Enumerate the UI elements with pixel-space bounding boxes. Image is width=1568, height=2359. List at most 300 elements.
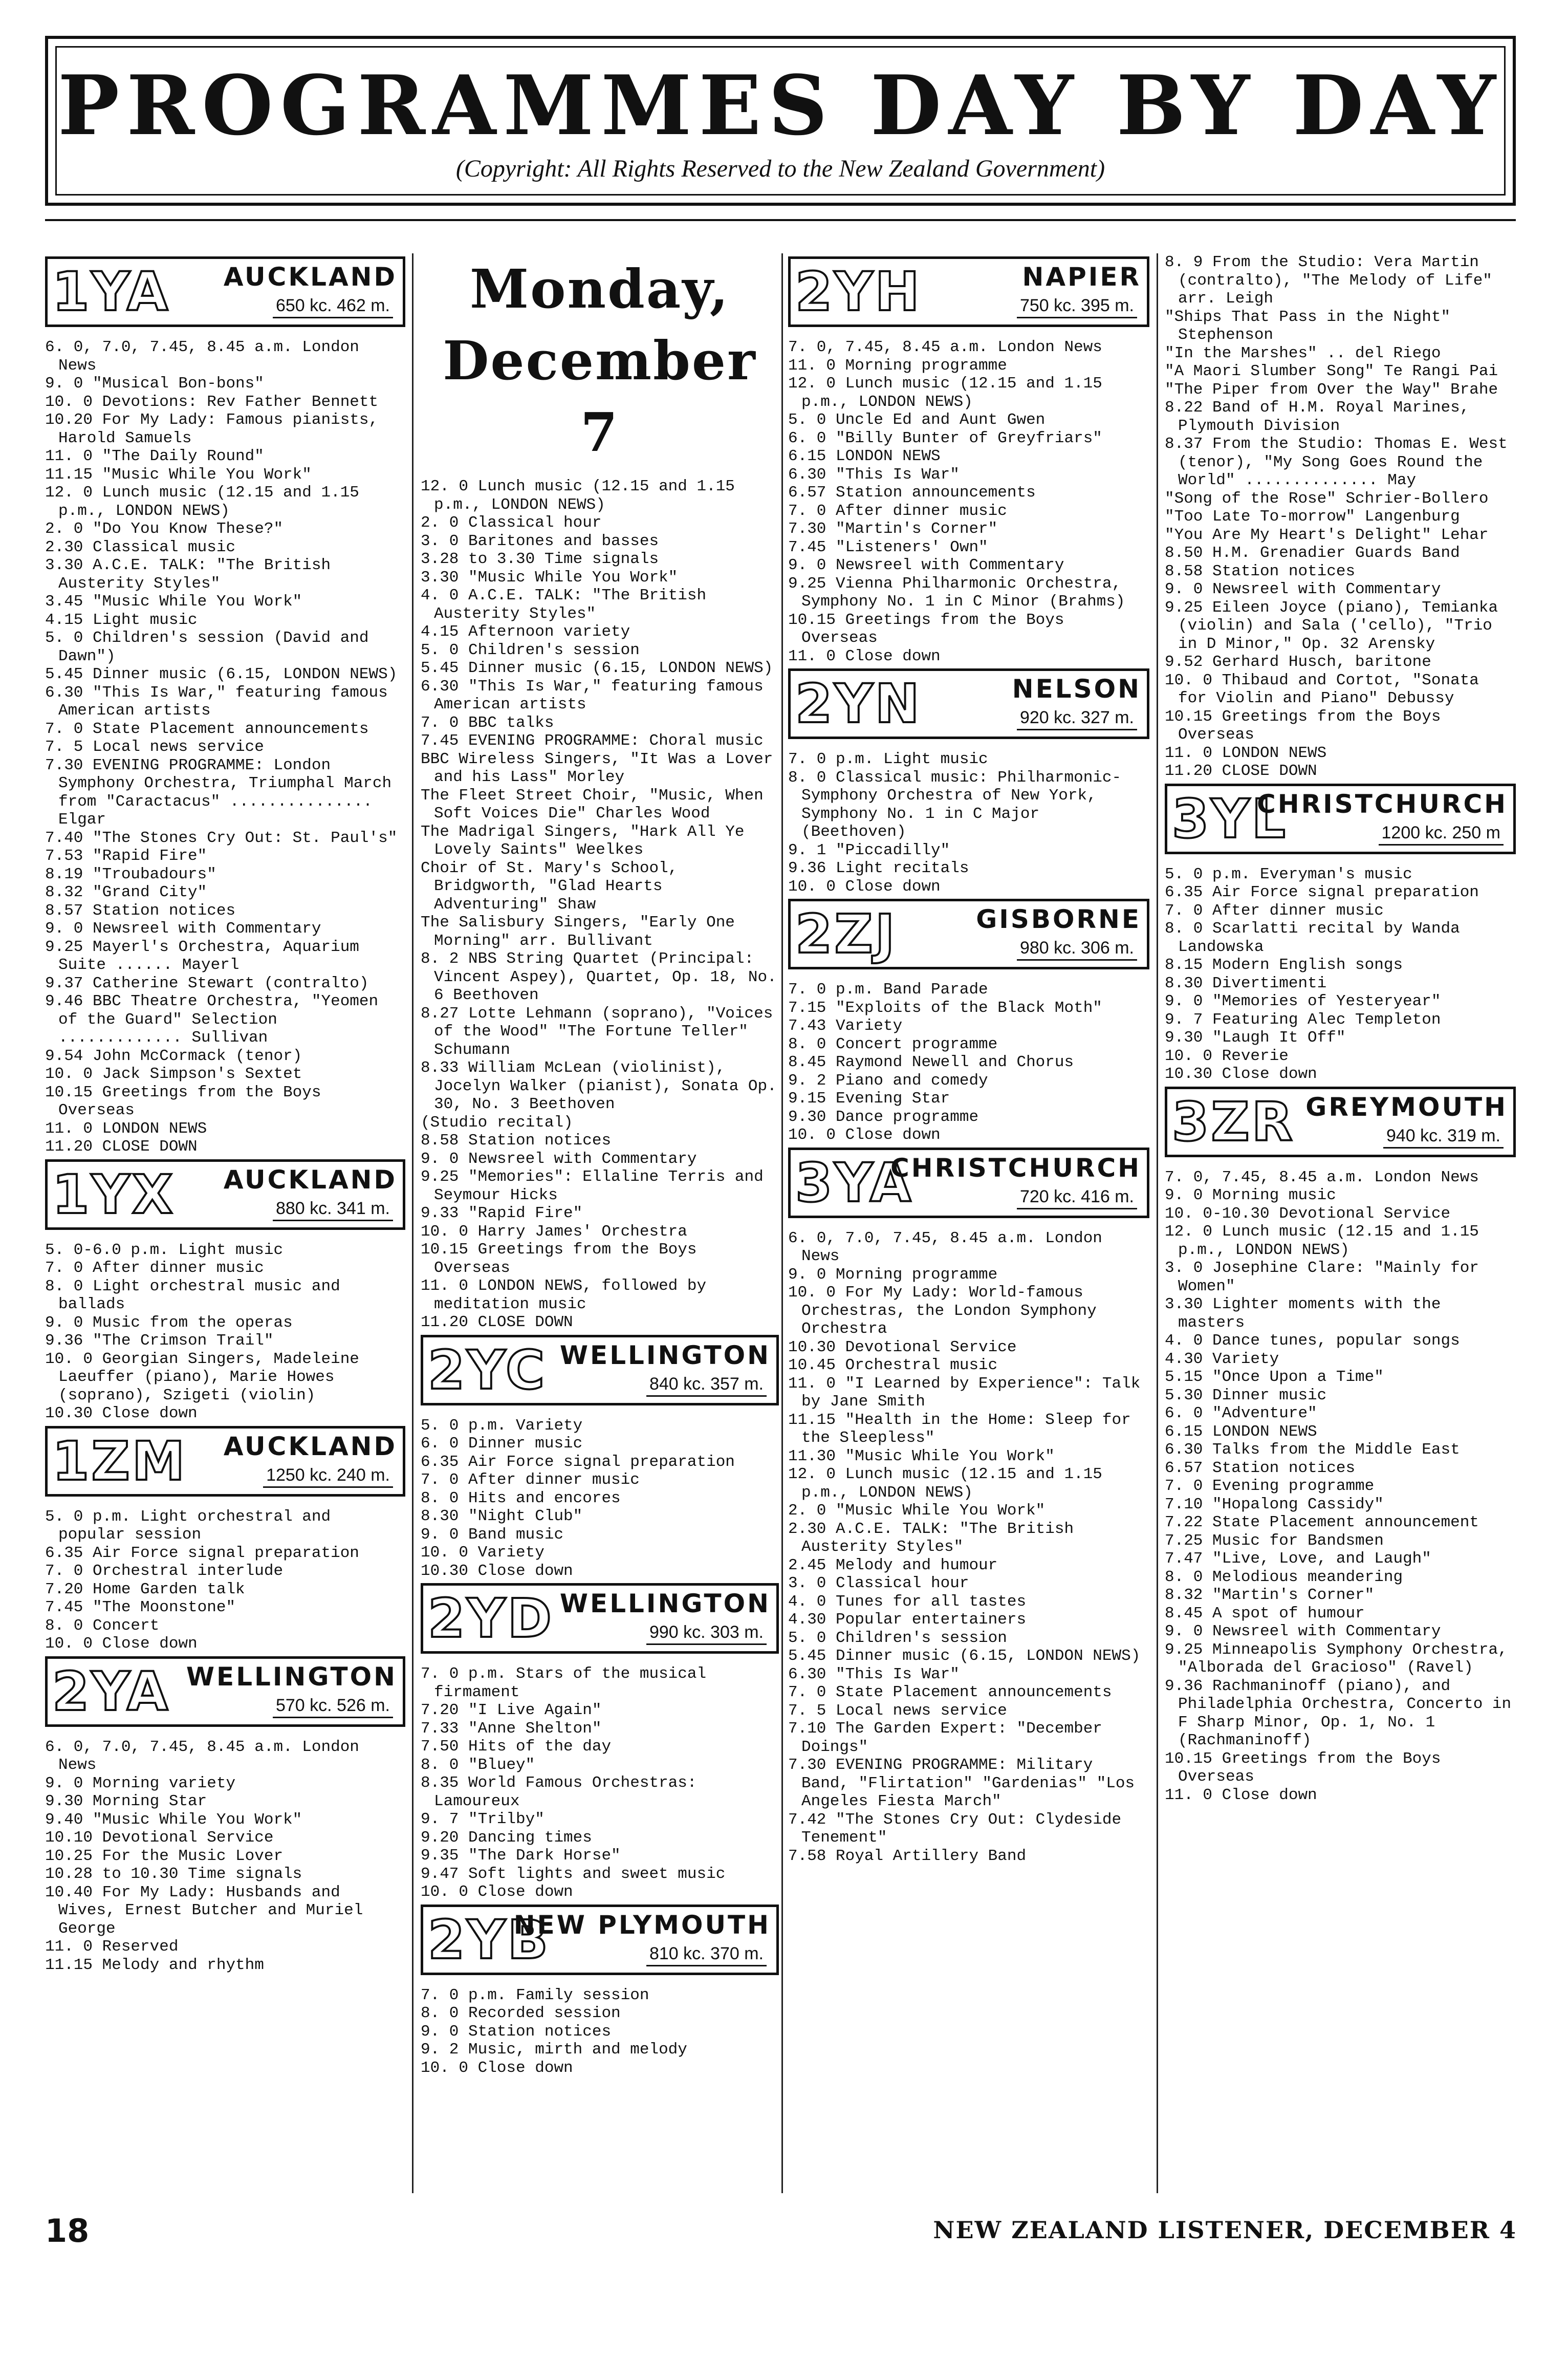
programme-entry: 7. 0 State Placement announcements xyxy=(45,720,369,738)
programme-entry: 10.30 Close down xyxy=(45,1404,198,1422)
programme-entry: 5. 0 Children's session (David and Dawn") xyxy=(45,629,369,665)
station-frequency: 940 kc. 319 m. xyxy=(1383,1124,1504,1149)
programme-entry: "In the Marshes" .. del Riego xyxy=(1165,344,1441,362)
programme-entry: 5. 0 Children's session xyxy=(788,1629,1007,1647)
station-frequency: 880 kc. 341 m. xyxy=(273,1197,393,1221)
programme-entry: 6.57 Station notices xyxy=(1165,1459,1356,1477)
programme-entry: 10. 0 For My Lady: World-famous Orchestras, the London Symphony Orchestra xyxy=(788,1284,1097,1338)
programme-entry: 10. 0 Reverie xyxy=(1165,1047,1289,1065)
programme-entry: 8.50 H.M. Grenadier Guards Band xyxy=(1165,544,1460,562)
programme-entry: 6.35 Air Force signal preparation xyxy=(1165,883,1479,901)
programme-entry: 9. 7 Featuring Alec Templeton xyxy=(1165,1010,1441,1029)
programme-entry: Choir of St. Mary's School, Bridgworth, "Glad Hearts Adventuring" Shaw xyxy=(421,859,678,914)
programme-entry: 6.15 LONDON NEWS xyxy=(788,447,941,465)
programme-entry: 6.35 Air Force signal preparation xyxy=(45,1544,359,1562)
programme-entry: 9. 0 "Musical Bon-bons" xyxy=(45,375,264,393)
programme-entry: 12. 0 Lunch music (12.15 and 1.15 p.m., LONDON NEWS) xyxy=(788,375,1102,411)
programme-list-2ya-continued xyxy=(421,478,779,1332)
programme-entry: 5.15 "Once Upon a Time" xyxy=(1165,1368,1384,1386)
programme-entry: 9.30 "Laugh It Off" xyxy=(1165,1029,1346,1047)
programme-entry: 6.30 "This Is War," featuring famous American artists xyxy=(421,677,764,713)
programme-entry: 9.47 Soft lights and sweet music xyxy=(421,1865,726,1883)
station-frequency: 650 kc. 462 m. xyxy=(273,294,393,318)
programme-entry: 7. 0 p.m. Family session xyxy=(421,1986,649,2004)
programme-entry: 8.22 Band of H.M. Royal Marines, Plymouth Division xyxy=(1165,399,1470,435)
programme-entry: 9.36 "The Crimson Trail" xyxy=(45,1332,274,1350)
programme-list-2ya xyxy=(45,1738,405,1975)
programme-entry: 9. 0 Music from the operas xyxy=(45,1313,293,1332)
programme-entry: 9. 1 "Piccadilly" xyxy=(788,841,950,859)
programme-entry: The Salisbury Singers, "Early One Morning" arr. Bullivant xyxy=(421,914,735,950)
station-header-2yd xyxy=(421,1583,779,1660)
programme-entry: 10.15 Greetings from the Boys Overseas xyxy=(1165,707,1441,744)
programme-entry: 10.15 Greetings from the Boys Overseas xyxy=(421,1241,697,1277)
programme-entry: 10.45 Orchestral music xyxy=(788,1356,998,1374)
header-rule xyxy=(45,219,1516,221)
programme-entry: 2. 0 Classical hour xyxy=(421,514,602,532)
programme-entry: 7.30 EVENING PROGRAMME: London Symphony Orchestra, Triumphal March from "Caractacus" ............... Elgar xyxy=(45,756,392,829)
programme-entry: 6.30 "This Is War" xyxy=(788,1665,960,1683)
programme-entry: 6.35 Air Force signal preparation xyxy=(421,1453,735,1471)
programme-entry: 9.25 Minneapolis Symphony Orchestra, "Alborada del Gracioso" (Ravel) xyxy=(1165,1640,1508,1677)
programme-entry: 9.33 "Rapid Fire" xyxy=(421,1204,583,1222)
station-call-sign: 2YN xyxy=(795,673,922,735)
programme-entry: The Fleet Street Choir, "Music, When Soft Voices Die" Charles Wood xyxy=(421,786,764,823)
programme-entry: 3.30 Lighter moments with the masters xyxy=(1165,1295,1441,1332)
programme-entry: 9. 0 Band music xyxy=(421,1525,564,1544)
programme-entry: 7.10 "Hopalong Cassidy" xyxy=(1165,1495,1384,1513)
programme-entry: 10. 0 Thibaud and Cortot, "Sonata for Violin and Piano" Debussy xyxy=(1165,671,1479,707)
station-city: WELLINGTON xyxy=(186,1661,397,1692)
station-frequency: 980 kc. 306 m. xyxy=(1017,937,1137,961)
programme-entry: 11. 0 Reserved xyxy=(45,1938,179,1956)
programme-entry: 9.35 "The Dark Horse" xyxy=(421,1847,621,1865)
programme-entry: 12. 0 Lunch music (12.15 and 1.15 p.m., LONDON NEWS) xyxy=(45,484,359,520)
station-header-2zj xyxy=(788,899,1149,976)
programme-entry: 5.45 Dinner music (6.15, LONDON NEWS) xyxy=(421,659,773,677)
programme-entry: 10. 0 Jack Simpson's Sextet xyxy=(45,1065,302,1083)
programme-entry: 8.45 A spot of humour xyxy=(1165,1604,1365,1622)
programme-entry: 11. 0 LONDON NEWS xyxy=(1165,744,1327,762)
programme-entry: 9.52 Gerhard Husch, baritone xyxy=(1165,653,1431,671)
programme-entry: 12. 0 Lunch music (12.15 and 1.15 p.m., LONDON NEWS) xyxy=(421,478,735,514)
programme-entry: 11.20 CLOSE DOWN xyxy=(421,1313,573,1331)
programme-entry: 11.20 CLOSE DOWN xyxy=(1165,762,1317,780)
programme-list-2yn xyxy=(788,750,1149,896)
station-city: AUCKLAND xyxy=(223,1164,397,1195)
publication-footer: NEW ZEALAND LISTENER, DECEMBER 4 xyxy=(933,2216,1517,2244)
programme-entry: 8.32 "Martin's Corner" xyxy=(1165,1586,1375,1604)
programme-list-2yb xyxy=(421,1986,779,2077)
programme-entry: "A Maori Slumber Song" Te Rangi Pai xyxy=(1165,362,1498,380)
station-call-sign: 3YA xyxy=(795,1151,913,1214)
programme-entry: 5. 0 p.m. Everyman's music xyxy=(1165,865,1412,883)
masthead xyxy=(45,36,1516,206)
programme-entry: 2. 0 "Music While You Work" xyxy=(788,1502,1046,1520)
station-call-sign: 3YL xyxy=(1172,787,1288,850)
programme-entry: 8.57 Station notices xyxy=(45,901,236,920)
programme-entry: 8. 2 NBS String Quartet (Principal: Vincent Aspey), Quartet, Op. 18, No. 6 Beethoven xyxy=(421,950,777,1004)
programme-entry: 10. 0 Close down xyxy=(45,1635,198,1653)
programme-entry: 7.15 "Exploits of the Black Moth" xyxy=(788,999,1102,1017)
programme-entry: 7.30 "Martin's Corner" xyxy=(788,520,998,538)
programme-entry: 9.36 Rachmaninoff (piano), and Philadelphia Orchestra, Concerto in F Sharp Minor, Op. 1, No. 1 (Rachmaninoff) xyxy=(1165,1677,1512,1749)
programme-entry: 9. 0 Newsreel with Commentary xyxy=(788,556,1064,574)
programme-entry: 9.25 Eileen Joyce (piano), Temianka (violin) and Sala ('cello), "Trio in D Minor," Op. 32 Arensky xyxy=(1165,598,1498,653)
page-title: PROGRAMMES DAY BY DAY xyxy=(57,57,1504,154)
station-city: CHRISTCHURCH xyxy=(890,1153,1141,1183)
programme-entry: 5. 0-6.0 p.m. Light music xyxy=(45,1241,284,1259)
programme-entry: 11. 0 "The Daily Round" xyxy=(45,447,264,465)
programme-entry: 9.54 John McCormack (tenor) xyxy=(45,1047,302,1065)
station-call-sign: 3ZR xyxy=(1172,1090,1295,1153)
programme-entry: 8. 9 From the Studio: Vera Martin (contralto), "The Melody of Life" arr. Leigh xyxy=(1165,253,1492,308)
station-call-sign: 2YC xyxy=(428,1338,547,1401)
programme-entry: 8. 0 Classical music: Philharmonic-Symphony Orchestra of New York, Symphony No. 1 in C Major (Beethoven) xyxy=(788,768,1122,841)
programme-entry: 7. 0, 7.45, 8.45 a.m. London News xyxy=(788,338,1102,356)
programme-entry: 11.15 "Health in the Home: Sleep for the Sleepless" xyxy=(788,1411,1131,1447)
programme-entry: 10. 0-10.30 Devotional Service xyxy=(1165,1204,1451,1223)
programme-entry: 8.32 "Grand City" xyxy=(45,883,207,901)
programme-entry: 3.45 "Music While You Work" xyxy=(45,593,302,611)
programme-entry: 6.57 Station announcements xyxy=(788,484,1036,502)
programme-entry: 9. 2 Music, mirth and melody xyxy=(421,2041,687,2059)
programme-entry: 3. 0 Baritones and basses xyxy=(421,532,659,550)
programme-entry: 10.15 Greetings from the Boys Overseas xyxy=(788,611,1064,647)
programme-entry: 5.45 Dinner music (6.15, LONDON NEWS) xyxy=(45,665,398,683)
programme-entry: 3.30 "Music While You Work" xyxy=(421,568,678,587)
programme-entry: 8. 0 Light orchestral music and ballads xyxy=(45,1277,340,1313)
programme-entry: "Too Late To-morrow" Langenburg xyxy=(1165,508,1460,526)
programme-list-2yd xyxy=(421,1665,779,1901)
station-frequency: 750 kc. 395 m. xyxy=(1017,294,1137,318)
programme-entry: 9.36 Light recitals xyxy=(788,859,969,877)
programme-entry: 5. 0 Uncle Ed and Aunt Gwen xyxy=(788,411,1046,429)
programme-entry: (Studio recital) xyxy=(421,1113,573,1132)
programme-entry: 6.15 LONDON NEWS xyxy=(1165,1422,1317,1441)
programme-entry: 11. 0 LONDON NEWS, followed by meditation music xyxy=(421,1277,707,1313)
station-header-1yx xyxy=(45,1159,405,1236)
programme-entry: 10.25 For the Music Lover xyxy=(45,1847,284,1865)
programme-entry: 3.28 to 3.30 Time signals xyxy=(421,550,659,568)
programme-entry: 5. 0 Children's session xyxy=(421,641,640,659)
programme-entry: 8. 0 Concert xyxy=(45,1616,160,1635)
programme-entry: 7. 0 State Placement announcements xyxy=(788,1683,1112,1701)
programme-entry: 8. 0 Scarlatti recital by Wanda Landowska xyxy=(1165,920,1460,956)
programme-entry: 9. 0 "Memories of Yesteryear" xyxy=(1165,992,1441,1010)
programme-entry: 2.30 A.C.E. TALK: "The British Austerity Styles" xyxy=(788,1520,1074,1556)
programme-entry: 6.30 Talks from the Middle East xyxy=(1165,1441,1460,1459)
programme-entry: 5.45 Dinner music (6.15, LONDON NEWS) xyxy=(788,1647,1141,1665)
programme-entry: 7. 0 Orchestral interlude xyxy=(45,1562,284,1580)
station-header-2yh xyxy=(788,256,1149,333)
programme-entry: 10. 0 Close down xyxy=(788,877,941,896)
station-city: AUCKLAND xyxy=(223,262,397,292)
copyright-note: (Copyright: All Rights Reserved to the New Zealand Government) xyxy=(455,155,1105,182)
programme-entry: "You Are My Heart's Delight" Lehar xyxy=(1165,526,1489,544)
station-header-3yl xyxy=(1165,784,1516,860)
programme-entry: 7.53 "Rapid Fire" xyxy=(45,847,207,865)
programme-entry: 4.30 Popular entertainers xyxy=(788,1611,1027,1629)
programme-entry: 10.30 Close down xyxy=(1165,1065,1317,1083)
programme-entry: 8.30 Divertimenti xyxy=(1165,974,1327,992)
programme-entry: 9. 0 Newsreel with Commentary xyxy=(421,1150,697,1168)
programme-entry: 9. 0 Newsreel with Commentary xyxy=(1165,1622,1441,1640)
station-city: AUCKLAND xyxy=(223,1431,397,1461)
programme-entry: 9.30 Morning Star xyxy=(45,1792,207,1810)
station-header-2ya xyxy=(45,1656,405,1733)
programme-entry: "The Piper from Over the Way" Brahe xyxy=(1165,380,1498,399)
programme-entry: 7. 0 After dinner music xyxy=(788,502,1007,520)
station-header-3ya xyxy=(788,1148,1149,1224)
station-frequency: 990 kc. 303 m. xyxy=(646,1621,767,1645)
station-call-sign: 1YA xyxy=(52,261,170,323)
programme-entry: 7. 0 After dinner music xyxy=(1165,901,1384,920)
day-heading: Monday, December 7 xyxy=(443,257,757,464)
programme-entry: 7. 0 Evening programme xyxy=(1165,1477,1375,1495)
programme-list-3zr xyxy=(1165,1168,1516,1805)
column-divider xyxy=(781,253,783,2193)
programme-entry: 6.30 "This Is War," featuring famous American artists xyxy=(45,683,388,720)
programme-entry: The Madrigal Singers, "Hark All Ye Lovely Saints" Weelkes xyxy=(421,823,745,859)
programme-list-3ya xyxy=(788,1229,1149,1866)
programme-entry: 8. 0 Recorded session xyxy=(421,2004,621,2022)
programme-entry: 7.45 "The Moonstone" xyxy=(45,1598,236,1616)
programme-entry: 12. 0 Lunch music (12.15 and 1.15 p.m., LONDON NEWS) xyxy=(1165,1223,1479,1259)
programme-entry: 2.30 Classical music xyxy=(45,538,236,556)
programme-entry: 8. 0 "Bluey" xyxy=(421,1756,535,1774)
programme-entry: 9. 0 Station notices xyxy=(421,2022,612,2041)
programme-entry: 7.43 Variety xyxy=(788,1017,903,1035)
programme-entry: "Song of the Rose" Schrier-Bollero xyxy=(1165,489,1489,508)
programme-entry: 9.20 Dancing times xyxy=(421,1828,592,1847)
programme-entry: 10. 0 Harry James' Orchestra xyxy=(421,1222,687,1241)
programme-entry: 6. 0, 7.0, 7.45, 8.45 a.m. London News xyxy=(45,1738,359,1774)
programme-entry: 2.45 Melody and humour xyxy=(788,1556,998,1574)
programme-entry: 8.35 World Famous Orchestras: Lamoureux xyxy=(421,1774,697,1810)
programme-entry: 7. 0 After dinner music xyxy=(421,1471,640,1489)
programme-entry: 8. 0 Melodious meandering xyxy=(1165,1568,1403,1586)
station-city: NAPIER xyxy=(1022,262,1141,292)
programme-entry: 6. 0, 7.0, 7.45, 8.45 a.m. London News xyxy=(788,1229,1102,1265)
programme-list-1zm xyxy=(45,1508,405,1653)
programme-entry: 10. 0 Close down xyxy=(421,1883,573,1901)
column-2 xyxy=(421,253,779,2331)
programme-entry: 11.30 "Music While You Work" xyxy=(788,1447,1055,1465)
programme-entry: 11.15 "Music While You Work" xyxy=(45,465,312,484)
column-4 xyxy=(1165,253,1516,2331)
programme-entry: 7. 0 BBC talks xyxy=(421,713,554,732)
programme-entry: 7. 0 p.m. Band Parade xyxy=(788,981,988,999)
station-city: WELLINGTON xyxy=(559,1340,771,1370)
programme-entry: 9. 0 Newsreel with Commentary xyxy=(45,920,321,938)
station-call-sign: 1YX xyxy=(52,1163,175,1226)
programme-entry: 11. 0 LONDON NEWS xyxy=(45,1119,207,1138)
station-city: GREYMOUTH xyxy=(1305,1092,1508,1122)
programme-entry: 6. 0 "Billy Bunter of Greyfriars" xyxy=(788,429,1102,447)
column-1 xyxy=(45,253,405,2331)
column-divider xyxy=(1157,253,1158,2193)
station-frequency: 720 kc. 416 m. xyxy=(1017,1185,1137,1209)
station-frequency: 920 kc. 327 m. xyxy=(1017,706,1137,730)
programme-entry: 4.15 Light music xyxy=(45,611,198,629)
programme-list-3yl xyxy=(1165,865,1516,1084)
programme-entry: 8.15 Modern English songs xyxy=(1165,956,1403,974)
programme-entry: 9.25 "Memories": Ellaline Terris and Seymour Hicks xyxy=(421,1168,764,1204)
programme-entry: 7.45 "Listeners' Own" xyxy=(788,538,988,556)
station-call-sign: 2YH xyxy=(795,261,922,323)
programme-entry: 9.25 Vienna Philharmonic Orchestra, Symphony No. 1 in C Minor (Brahms) xyxy=(788,574,1125,611)
station-header-2yb xyxy=(421,1904,779,1981)
programme-entry: 6. 0, 7.0, 7.45, 8.45 a.m. London News xyxy=(45,338,359,375)
programme-list-1ya xyxy=(45,338,405,1156)
station-header-1ya xyxy=(45,256,405,333)
programme-entry: 7.47 "Live, Love, and Laugh" xyxy=(1165,1550,1431,1568)
programme-entry: 10.28 to 10.30 Time signals xyxy=(45,1865,302,1883)
programme-entry: 10.30 Devotional Service xyxy=(788,1338,1017,1356)
programme-list-2yc xyxy=(421,1417,779,1581)
programme-entry: 5.30 Dinner music xyxy=(1165,1386,1327,1404)
column-divider xyxy=(412,253,413,2193)
programme-entry: 6. 0 "Adventure" xyxy=(1165,1404,1317,1422)
programme-entry: 9. 7 "Trilby" xyxy=(421,1810,545,1828)
programme-entry: 11. 0 Morning programme xyxy=(788,356,1007,375)
station-call-sign: 2ZJ xyxy=(795,903,897,965)
programme-entry: 8.19 "Troubadours" xyxy=(45,865,216,883)
programme-entry: 10. 0 Close down xyxy=(788,1126,941,1144)
programme-list-1yx xyxy=(45,1241,405,1423)
station-call-sign: 2YD xyxy=(428,1587,554,1650)
programme-entry: 9. 2 Piano and comedy xyxy=(788,1071,988,1090)
programme-entry: 10.30 Close down xyxy=(421,1562,573,1580)
station-frequency: 570 kc. 526 m. xyxy=(273,1694,393,1718)
programme-entry: 7.30 EVENING PROGRAMME: Military Band, "Flirtation" "Gardenias" "Los Angeles Fiesta March" xyxy=(788,1756,1135,1810)
programme-entry: 10.10 Devotional Service xyxy=(45,1829,274,1847)
programme-entry: 9. 0 Morning variety xyxy=(45,1774,236,1792)
programme-entry: 8. 0 Concert programme xyxy=(788,1035,998,1053)
programme-entry: 10. 0 Variety xyxy=(421,1544,545,1562)
programme-entry: 8.27 Lotte Lehmann (soprano), "Voices of the Wood" "The Fortune Teller" Schumann xyxy=(421,1004,773,1059)
programme-entry: 8. 0 Hits and encores xyxy=(421,1489,621,1507)
programme-entry: 3. 0 Josephine Clare: "Mainly for Women" xyxy=(1165,1259,1479,1295)
programme-entry: 8.33 William McLean (violinist), Jocelyn Walker (pianist), Sonata Op. 30, No. 3 Beethoven xyxy=(421,1059,777,1113)
programme-entry: 5. 0 p.m. Variety xyxy=(421,1416,583,1435)
station-city: NEW PLYMOUTH xyxy=(513,1910,771,1940)
programme-list-2yh xyxy=(788,338,1149,665)
programme-entry: 11. 0 Close down xyxy=(788,647,941,665)
programme-entry: 3. 0 Classical hour xyxy=(788,1574,969,1592)
programme-entry: 11.15 Melody and rhythm xyxy=(45,1956,264,1974)
station-header-2yn xyxy=(788,668,1149,745)
station-header-2yc xyxy=(421,1335,779,1412)
programme-entry: 7. 0 p.m. Light music xyxy=(788,750,988,768)
programme-entry: 10.40 For My Lady: Husbands and Wives, Ernest Butcher and Muriel George xyxy=(45,1883,363,1938)
programme-entry: 7.45 EVENING PROGRAMME: Choral music xyxy=(421,732,764,750)
programme-entry: 7. 0 After dinner music xyxy=(45,1259,264,1277)
programme-entry: 9.46 BBC Theatre Orchestra, "Yeomen of the Guard" Selection ............. Sullivan xyxy=(45,992,379,1047)
programme-entry: 10. 0 Devotions: Rev Father Bennett xyxy=(45,393,379,411)
programme-entry: 9.37 Catherine Stewart (contralto) xyxy=(45,974,369,992)
programme-entry: 11. 0 Close down xyxy=(1165,1786,1317,1804)
programme-entry: 7.10 The Garden Expert: "December Doings" xyxy=(788,1720,1102,1756)
programme-entry: 9. 0 Newsreel with Commentary xyxy=(1165,580,1441,598)
programme-entry: 7.58 Royal Artillery Band xyxy=(788,1847,1027,1865)
programme-entry: 6. 0 Dinner music xyxy=(421,1435,583,1453)
station-frequency: 1250 kc. 240 m. xyxy=(263,1464,393,1488)
programme-entry: 10.15 Greetings from the Boys Overseas xyxy=(45,1083,321,1119)
programme-entry: 9.30 Dance programme xyxy=(788,1108,979,1126)
programme-entry: 8.58 Station notices xyxy=(421,1132,612,1150)
page-number: 18 xyxy=(45,2212,90,2249)
station-frequency: 810 kc. 370 m. xyxy=(646,1942,767,1966)
programme-entry: 7. 0 p.m. Stars of the musical firmament xyxy=(421,1665,707,1701)
programme-entry: 4.30 Variety xyxy=(1165,1350,1279,1368)
programme-entry: 2. 0 "Do You Know These?" xyxy=(45,520,284,538)
station-city: WELLINGTON xyxy=(559,1589,771,1618)
programme-entry: 12. 0 Lunch music (12.15 and 1.15 p.m., LONDON NEWS) xyxy=(788,1465,1102,1502)
programme-entry: 9. 0 Morning music xyxy=(1165,1186,1336,1204)
programme-entry: 5. 0 p.m. Light orchestral and popular session xyxy=(45,1507,331,1544)
programme-entry: 4. 0 Tunes for all tastes xyxy=(788,1592,1027,1611)
programme-entry: 7.20 Home Garden talk xyxy=(45,1580,245,1598)
programme-entry: 8.58 Station notices xyxy=(1165,562,1356,580)
programme-entry: 8.45 Raymond Newell and Chorus xyxy=(788,1053,1074,1071)
programme-entry: 4.15 Afternoon variety xyxy=(421,623,630,641)
programme-entry: 9.25 Mayerl's Orchestra, Aquarium Suite ...... Mayerl xyxy=(45,938,359,974)
programme-list-3ya-continued xyxy=(1165,253,1516,781)
station-city: CHRISTCHURCH xyxy=(1257,789,1508,819)
programme-entry: 7.22 State Placement announcement xyxy=(1165,1513,1479,1531)
programme-entry: 8.37 From the Studio: Thomas E. West (tenor), "My Song Goes Round the World" .............. May xyxy=(1165,435,1508,489)
programme-entry: 7. 5 Local news service xyxy=(788,1701,1007,1720)
station-frequency: 1200 kc. 250 m xyxy=(1379,821,1504,846)
programme-entry: 10.20 For My Lady: Famous pianists, Harold Samuels xyxy=(45,411,379,447)
programme-entry: 7.25 Music for Bandsmen xyxy=(1165,1531,1384,1550)
programme-entry: 10. 0 Close down xyxy=(421,2059,573,2077)
station-frequency: 840 kc. 357 m. xyxy=(646,1373,767,1397)
programme-entry: 10. 0 Georgian Singers, Madeleine Laeuffer (piano), Marie Howes (soprano), Szigeti (violin) xyxy=(45,1350,359,1404)
programme-entry: 7.50 Hits of the day xyxy=(421,1738,612,1756)
programme-entry: BBC Wireless Singers, "It Was a Lover and his Lass" Morley xyxy=(421,750,773,786)
programme-entry: 7.42 "The Stones Cry Out: Clydeside Tenement" xyxy=(788,1810,1122,1847)
station-header-3zr xyxy=(1165,1087,1516,1163)
column-3 xyxy=(788,253,1149,2331)
programme-entry: 10.15 Greetings from the Boys Overseas xyxy=(1165,1749,1441,1786)
programme-entry: 7.20 "I Live Again" xyxy=(421,1701,602,1719)
station-header-1zm xyxy=(45,1426,405,1503)
programme-entry: 4. 0 Dance tunes, popular songs xyxy=(1165,1332,1460,1350)
station-city: NELSON xyxy=(1012,674,1141,704)
programme-list-2zj xyxy=(788,981,1149,1144)
station-call-sign: 1ZM xyxy=(52,1430,187,1492)
programme-entry: 9. 0 Morning programme xyxy=(788,1265,998,1284)
programme-entry: 6.30 "This Is War" xyxy=(788,465,960,484)
programme-entry: 8.30 "Night Club" xyxy=(421,1507,583,1525)
programme-entry: 7. 5 Local news service xyxy=(45,738,264,756)
station-call-sign: 2YA xyxy=(52,1660,170,1723)
station-city: GISBORNE xyxy=(976,904,1141,934)
station-call-sign: 2YB xyxy=(428,1908,550,1971)
programme-entry: "Ships That Pass in the Night" Stephenson xyxy=(1165,308,1451,344)
programme-entry: 3.30 A.C.E. TALK: "The British Austerity Styles" xyxy=(45,556,331,593)
programme-entry: 9.40 "Music While You Work" xyxy=(45,1810,302,1829)
programme-entry: 7.33 "Anne Shelton" xyxy=(421,1719,602,1738)
programme-entry: 7. 0, 7.45, 8.45 a.m. London News xyxy=(1165,1168,1479,1186)
programme-entry: 9.15 Evening Star xyxy=(788,1090,950,1108)
programme-entry: 4. 0 A.C.E. TALK: "The British Austerity Styles" xyxy=(421,587,707,623)
programme-entry: 7.40 "The Stones Cry Out: St. Paul's" xyxy=(45,829,398,847)
programme-entry: 11. 0 "I Learned by Experience": Talk by Jane Smith xyxy=(788,1374,1141,1411)
